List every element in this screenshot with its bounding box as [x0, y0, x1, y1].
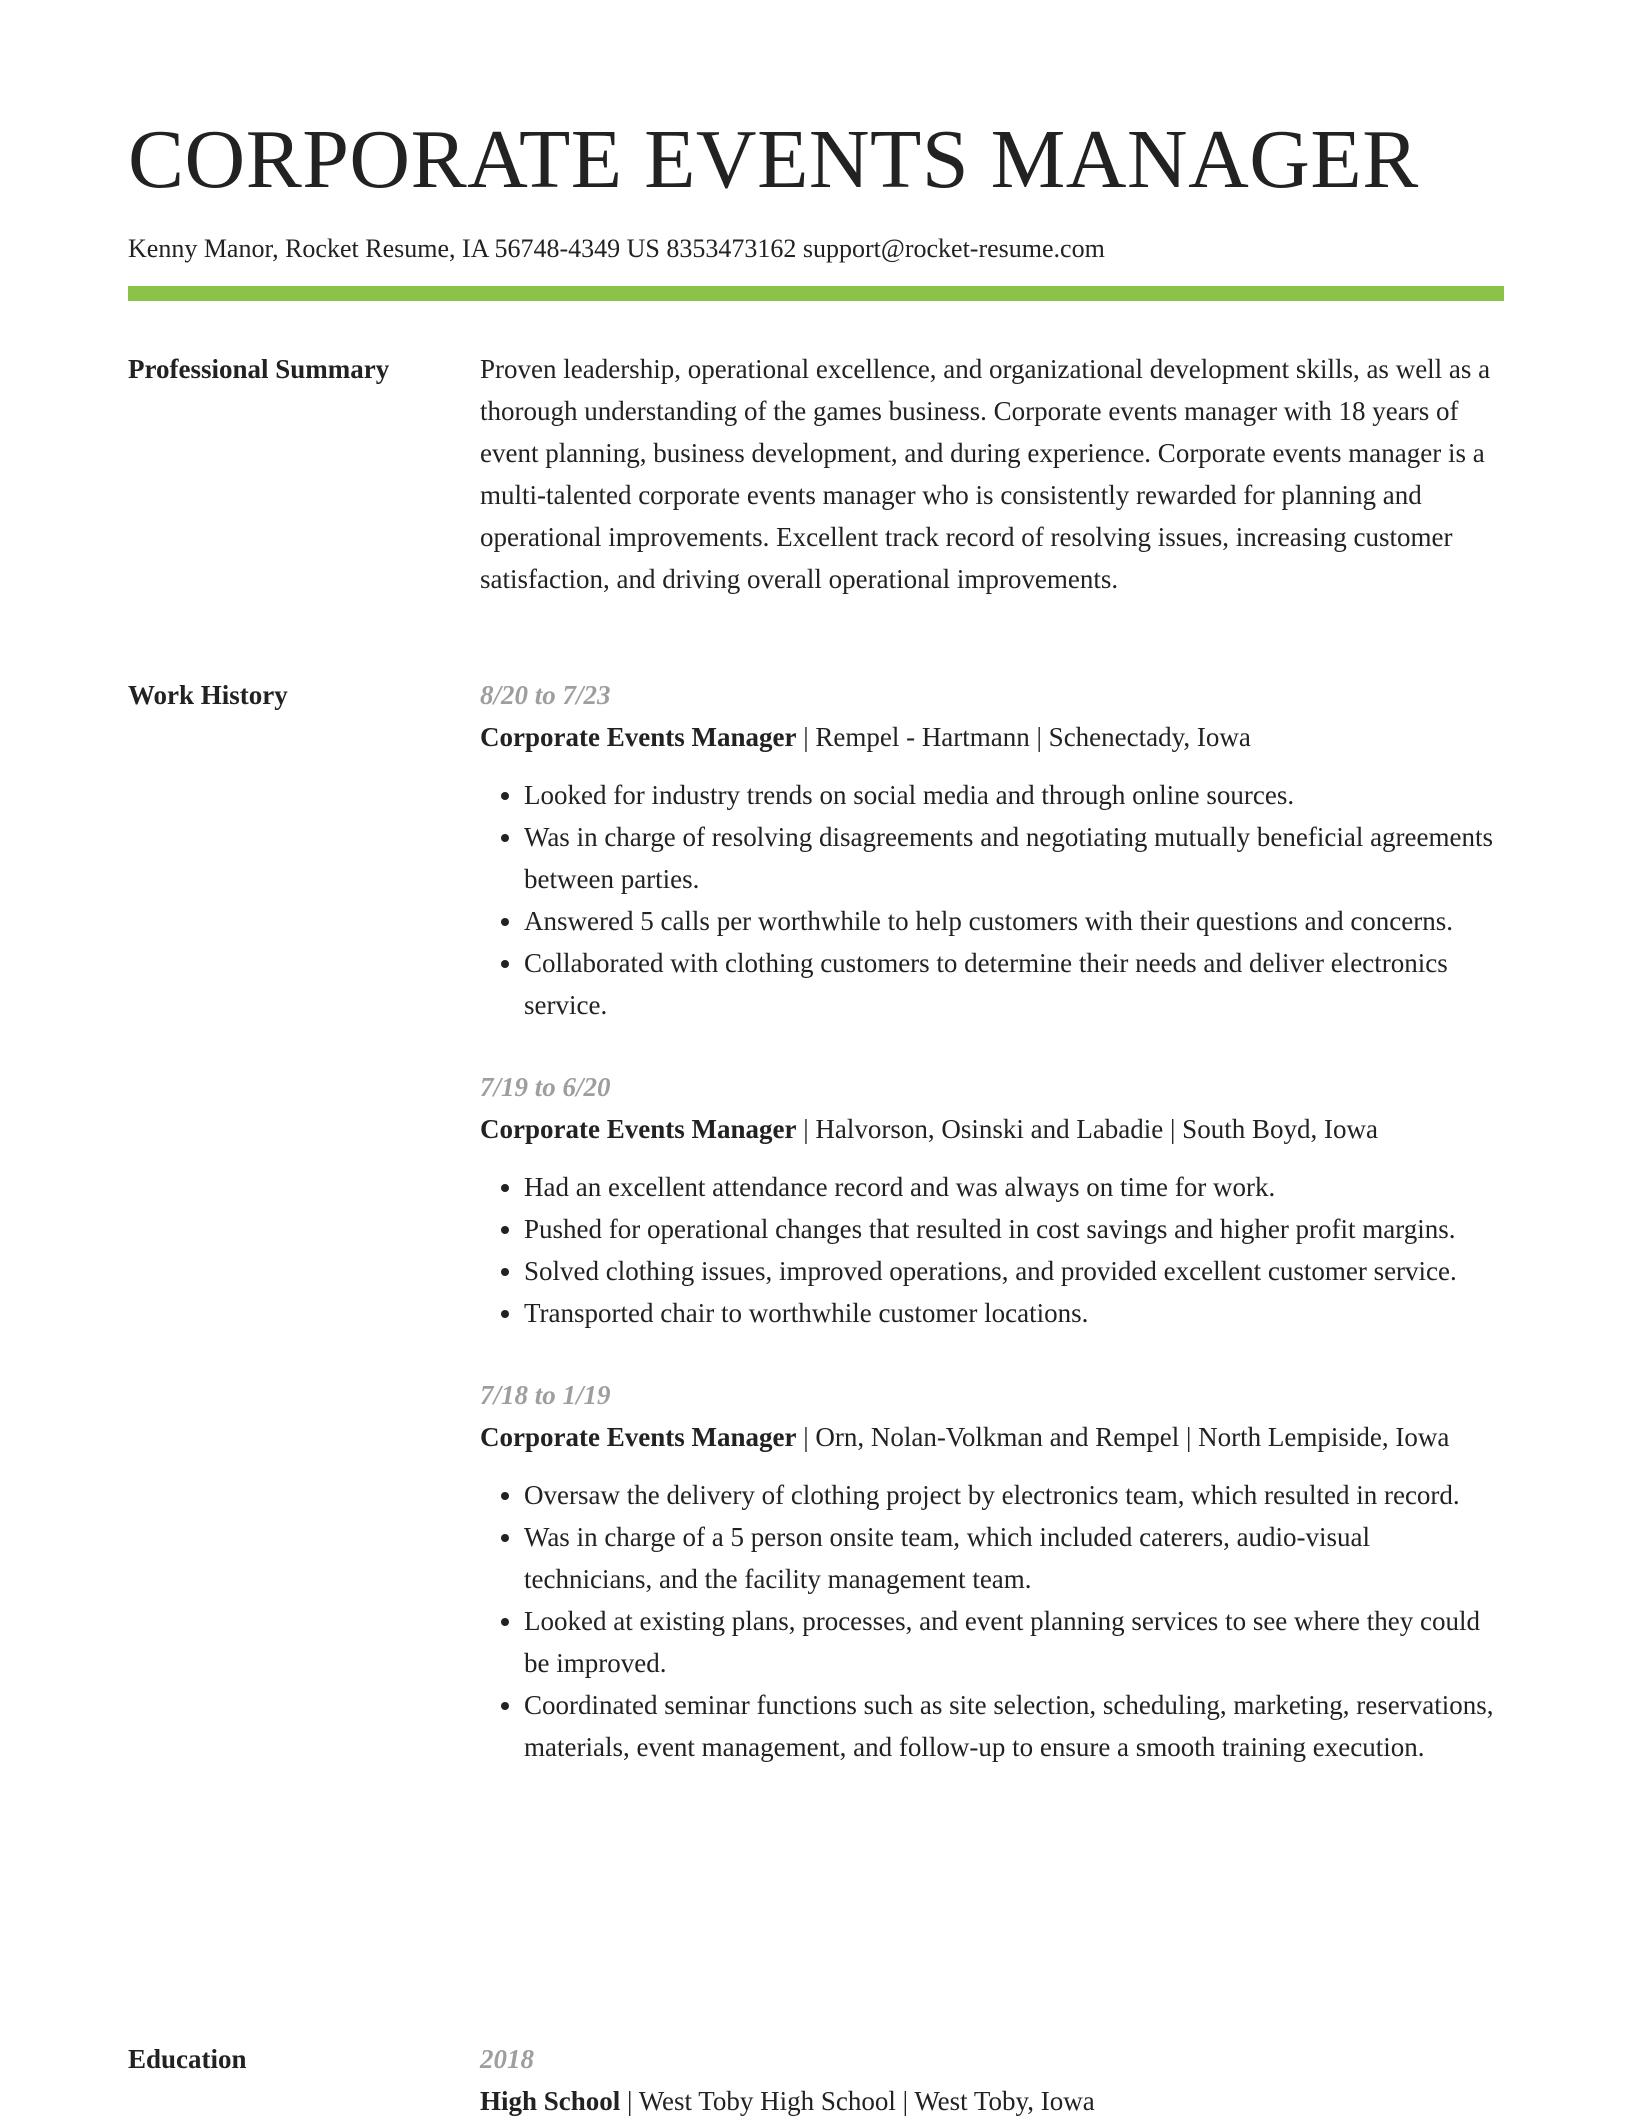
job-entry: [480, 674, 1504, 1026]
job-bullet: • Oversaw the delivery of clothing project by electronics team, which resulted in record.: [524, 1474, 1504, 1516]
job-bullet: • Answered 5 calls per worthwhile to help customers with their questions and concerns.: [524, 900, 1504, 942]
job-bullets: [480, 774, 1504, 1026]
work-history-label: Work History: [128, 680, 288, 710]
education-degree: High School: [480, 2086, 621, 2116]
job-bullet: • Was in charge of a 5 person onsite team, which included caterers, audio-visual technicians, and the facility management team.: [524, 1516, 1504, 1600]
job-dates: 8/20 to 7/23: [480, 680, 611, 710]
work-history-body: [480, 674, 1504, 1768]
job-entry: [480, 1374, 1504, 1768]
education-label: Education: [128, 2044, 247, 2074]
job-bullet: • Collaborated with clothing customers to determine their needs and deliver electronics service.: [524, 942, 1504, 1026]
summary-body: [480, 348, 1504, 600]
job-bullet: • Transported chair to worthwhile customer locations.: [524, 1292, 1504, 1334]
job-bullet: • Coordinated seminar functions such as site selection, scheduling, marketing, reservations, materials, event management, and follow-up to ensure a smooth training execution.: [524, 1684, 1504, 1768]
job-title-line: [480, 1108, 1504, 1150]
header-divider: [128, 286, 1504, 301]
education-year: 2018: [480, 2044, 534, 2074]
job-bullet: • Solved clothing issues, improved operations, and provided excellent customer service.: [524, 1250, 1504, 1292]
job-role: Corporate Events Manager: [480, 1114, 797, 1144]
education-school-location: | West Toby High School | West Toby, Iowa: [620, 2086, 1095, 2116]
job-bullet: • Pushed for operational changes that resulted in cost savings and higher profit margins.: [524, 1208, 1504, 1250]
job-role: Corporate Events Manager: [480, 1422, 797, 1452]
summary-label: Professional Summary: [128, 354, 390, 384]
job-company-location: | Rempel - Hartmann | Schenectady, Iowa: [796, 722, 1251, 752]
job-bullet: • Was in charge of resolving disagreements and negotiating mutually beneficial agreements between parties.: [524, 816, 1504, 900]
education-body: [480, 2038, 1504, 2122]
job-company-location: | Orn, Nolan-Volkman and Rempel | North Lempiside, Iowa: [796, 1422, 1450, 1452]
summary-text: Proven leadership, operational excellence, and organizational development skills, as well as a thorough understanding of the games business. Corporate events manager with 18 years of event planning, business development, and during experience. Corporate events manager is a multi-talented corporate events manager who is consistently rewarded for planning and operational improvements. Excellent track record of resolving issues, increasing customer satisfaction, and driving overall operational improvements.: [480, 354, 1491, 594]
job-bullet: • Looked for industry trends on social media and through online sources.: [524, 774, 1504, 816]
job-role: Corporate Events Manager: [480, 722, 797, 752]
job-bullets: [480, 1166, 1504, 1334]
job-title-line: [480, 716, 1504, 758]
contact-line: Kenny Manor, Rocket Resume, IA 56748-4349 US 8353473162 support@rocket-resume.com: [128, 234, 1105, 263]
job-company-location: | Halvorson, Osinski and Labadie | South Boyd, Iowa: [796, 1114, 1378, 1144]
education-line: [480, 2080, 1504, 2122]
job-dates: 7/18 to 1/19: [480, 1380, 611, 1410]
job-bullet: • Looked at existing plans, processes, and event planning services to see where they could be improved.: [524, 1600, 1504, 1684]
job-entry: [480, 1066, 1504, 1334]
job-title-line: [480, 1416, 1504, 1458]
job-bullets: [480, 1474, 1504, 1768]
job-dates: 7/19 to 6/20: [480, 1072, 611, 1102]
resume-title: CORPORATE EVENTS MANAGER: [128, 113, 1419, 206]
job-bullet: • Had an excellent attendance record and was always on time for work.: [524, 1166, 1504, 1208]
